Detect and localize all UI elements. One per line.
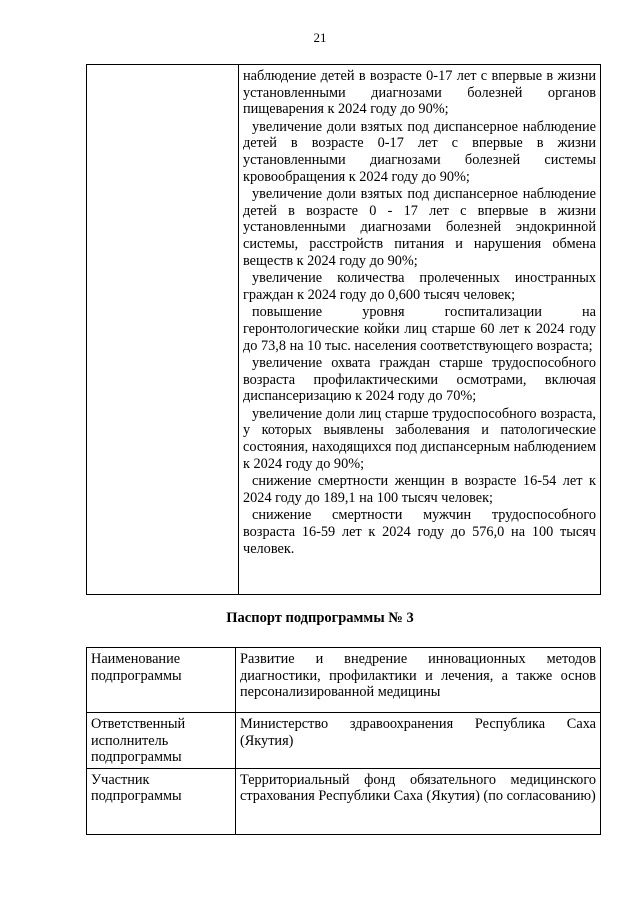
list-item: увеличение доли лиц старше трудоспособного возраста, у которых выявлены заболевания и патологические состояния, находящихся под диспансерным наблюдением к 2024 году до 90%;	[243, 405, 596, 472]
row-value: Территориальный фонд обязательного медицинского страхования Республики Саха (Якутия) (по согласованию)	[236, 768, 601, 834]
row-label: Ответственный исполнитель подпрограммы	[87, 713, 236, 769]
list-item: увеличение доли взятых под диспансерное наблюдение детей в возрасте 0-17 лет с впервые в жизни установленными диагнозами болезней системы кровообращения к 2024 году до 90%;	[243, 118, 596, 185]
table-row	[87, 65, 601, 595]
row-label: Участник подпрограммы	[87, 768, 236, 834]
list-item: увеличение доли взятых под диспансерное наблюдение детей в возрасте 0 - 17 лет с впервые в жизни установленными диагнозами болезней эндокринной системы, расстройств питания и нарушения обмена веществ к 2024 году до 90%;	[243, 186, 596, 269]
list-item: снижение смертности женщин в возрасте 16-54 лет к 2024 году до 189,1 на 100 тысяч человек;	[243, 473, 596, 506]
list-item: увеличение охвата граждан старше трудоспособного возраста профилактическими осмотрами, включая диспансеризацию к 2024 году до 70%;	[243, 355, 596, 405]
row-value: Развитие и внедрение инновационных методов диагностики, профилактики и лечения, а также основ персонализированной медицины	[236, 648, 601, 713]
table-row	[87, 648, 601, 713]
empty-label-cell	[87, 65, 239, 595]
table-row	[87, 713, 601, 769]
list-item: увеличение количества пролеченных иностранных граждан к 2024 году до 0,600 тысяч человек;	[243, 270, 596, 303]
row-label: Наименование подпрограммы	[87, 648, 236, 713]
list-item: наблюдение детей в возрасте 0-17 лет с впервые в жизни установленными диагнозами болезней органов пищеварения к 2024 году до 90%;	[243, 68, 596, 118]
row-value: Министерство здравоохранения Республика Саха (Якутия)	[236, 713, 601, 769]
goals-cell	[239, 65, 601, 595]
page-number: 21	[313, 30, 327, 45]
table-row	[87, 768, 601, 834]
goals-continuation-table	[86, 64, 601, 595]
passport-table	[86, 647, 601, 835]
passport-heading: Паспорт подпрограммы № 3	[226, 610, 414, 626]
list-item: снижение смертности мужчин трудоспособного возраста 16-59 лет к 2024 году до 576,0 на 100 тысяч человек.	[243, 507, 596, 557]
list-item: повышение уровня госпитализации на геронтологические койки лиц старше 60 лет к 2024 году до 73,8 на 10 тыс. населения соответствующего возраста;	[243, 304, 596, 354]
